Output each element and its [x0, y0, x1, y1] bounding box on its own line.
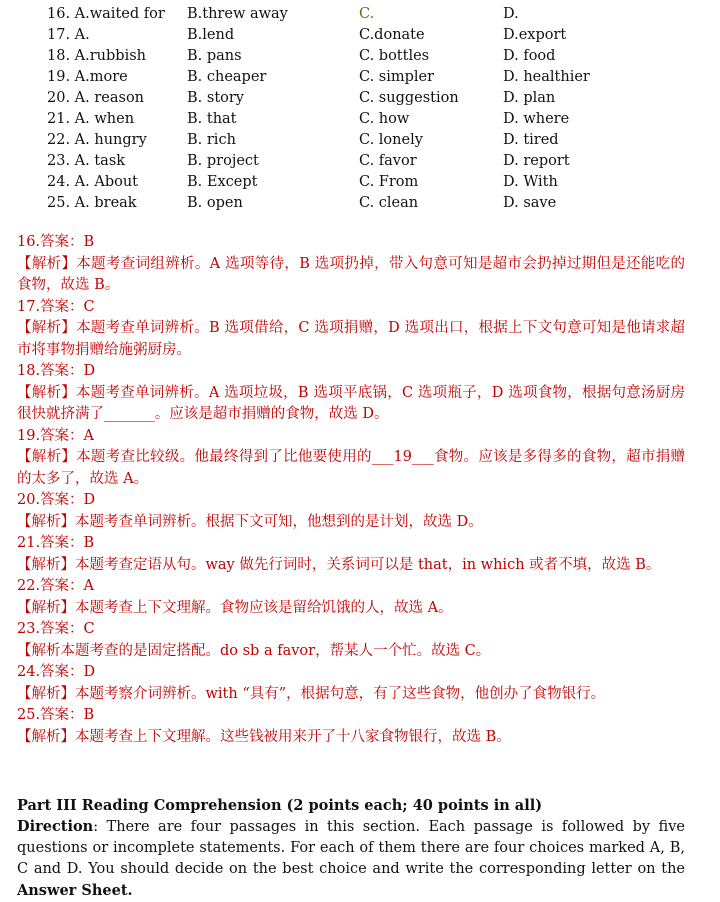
part-three-title: Part III Reading Comprehension (2 points each; 40 points in all) [17, 797, 543, 814]
answer-item [17, 576, 685, 619]
answer-key: 20.答案：D [17, 492, 96, 508]
part-three-direction [17, 816, 685, 902]
answer-explanation: 【解析】本题考查上下文理解。这些钱被用来开了十八家食物银行，故选 B。 [17, 728, 511, 745]
answer-explanation: 【解析】本题考查单词辨析。根据下文可知，他想到的是计划，故选 D。 [17, 513, 483, 530]
option-c: C. simpler [359, 69, 435, 85]
answer-explanation: 【解析】本题考查上下文理解。食物应该是留给饥饿的人，故选 A。 [17, 599, 453, 616]
option-d: D.export [503, 27, 567, 43]
option-a: 24. A. About [47, 174, 139, 190]
option-d: D. plan [503, 90, 556, 106]
option-d: D. [503, 6, 519, 22]
option-b: B. pans [187, 48, 242, 64]
option-b: B. cheaper [187, 69, 267, 85]
option-a: 21. A. when [47, 111, 135, 127]
answer-item [17, 426, 685, 491]
answer-explanation: 【解析】本题考查比较级。他最终得到了比他要使用的___19___食物。应该是多得多的食物，超市捐赠的太多了，故选 A。 [17, 449, 685, 487]
option-c: C.donate [359, 27, 425, 43]
option-d: D. save [503, 195, 557, 211]
option-b: B. Except [187, 174, 258, 190]
answer-key: 22.答案：A [17, 578, 95, 594]
option-b: B. rich [187, 132, 236, 148]
option-row [47, 151, 687, 172]
answer-item [17, 619, 685, 662]
option-row [47, 172, 687, 193]
answer-explanation: 【解析】本题考查单词辨析。A 选项垃圾，B 选项平底锅，C 选项瓶子，D 选项食物，根据句意汤厨房很快就挤满了_______。应该是超市捐赠的食物，故选 D。 [17, 384, 685, 422]
direction-text: : There are four passages in this section. Each passage is followed by five questions or incomplete statements. For each of them there are four choices marked A, B, C and D. You should decide on the best choice and write the corresponding letter on the [17, 819, 685, 877]
option-d: D. report [503, 153, 570, 169]
option-c: C. favor [359, 153, 417, 169]
option-d: D. food [503, 48, 556, 64]
answer-key: 18.答案：D [17, 363, 96, 379]
answer-item [17, 297, 685, 362]
direction-label: Direction [17, 818, 94, 835]
option-d: D. healthier [503, 69, 590, 85]
option-c: C. [359, 6, 375, 22]
answer-explanations [17, 232, 685, 748]
option-b: B. open [187, 195, 243, 211]
answer-key: 17.答案：C [17, 298, 95, 315]
option-row [47, 193, 687, 214]
option-b: B. that [187, 111, 237, 127]
option-c: C. how [359, 111, 410, 127]
option-a: 20. A. reason [47, 90, 145, 106]
option-row [47, 25, 687, 46]
option-row [47, 130, 687, 151]
answer-explanation: 【解析】本题考察介词辨析。with “具有”，根据句意，有了这些食物，他创办了食物银行。 [17, 685, 606, 702]
answer-explanation: 【解析】本题考查词组辨析。A 选项等待，B 选项扔掉，带入句意可知是超市会扔掉过期但是还能吃的食物，故选 B。 [17, 255, 685, 293]
part-three-section [17, 795, 685, 902]
option-row [47, 88, 687, 109]
option-c: C. bottles [359, 48, 430, 64]
answer-explanation: 【解析】本题考查定语从句。way 做先行词时，关系词可以是 that，in which 或者不填，故选 B。 [17, 556, 661, 573]
option-d: D. With [503, 174, 558, 190]
option-row [47, 46, 687, 67]
option-c: C. suggestion [359, 90, 459, 106]
option-b: B. project [187, 153, 259, 169]
option-row [47, 4, 687, 25]
answer-key: 23.答案：C [17, 621, 95, 637]
answer-key: 21.答案：B [17, 535, 95, 551]
option-b: B. story [187, 90, 244, 106]
answer-item [17, 232, 685, 297]
answer-key: 16.答案：B [17, 234, 95, 250]
answer-item [17, 361, 685, 426]
answer-explanation: 【解析本题考查的是固定搭配。do sb a favor，帮某人一个忙。故选 C。 [17, 642, 491, 659]
option-c: C. From [359, 174, 419, 190]
option-b: B.lend [187, 27, 235, 43]
answer-item [17, 490, 685, 533]
answer-item [17, 533, 685, 576]
option-a: 18. A.rubbish [47, 48, 147, 64]
option-c: C. clean [359, 195, 419, 211]
option-a: 22. A. hungry [47, 132, 147, 148]
answer-item [17, 662, 685, 705]
answer-sheet-label: Answer Sheet. [17, 882, 133, 899]
option-a: 16. A.waited for [47, 6, 165, 22]
option-d: D. where [503, 111, 570, 127]
answer-item [17, 705, 685, 748]
option-c: C. lonely [359, 132, 423, 148]
option-row [47, 109, 687, 130]
options-table [47, 4, 687, 214]
option-a: 17. A. [47, 27, 90, 43]
option-b: B.threw away [187, 6, 288, 22]
answer-key: 24.答案：D [17, 664, 96, 680]
option-row [47, 67, 687, 88]
option-a: 25. A. break [47, 195, 137, 211]
option-d: D. tired [503, 132, 559, 148]
answer-explanation: 【解析】本题考查单词辨析。B 选项借给，C 选项捐赠，D 选项出口，根据上下文句意可知是他请求超市将事物捐赠给施粥厨房。 [17, 320, 685, 358]
answer-key: 19.答案：A [17, 427, 95, 444]
option-a: 23. A. task [47, 153, 126, 169]
answer-key: 25.答案：B [17, 707, 95, 723]
option-a: 19. A.more [47, 69, 128, 85]
